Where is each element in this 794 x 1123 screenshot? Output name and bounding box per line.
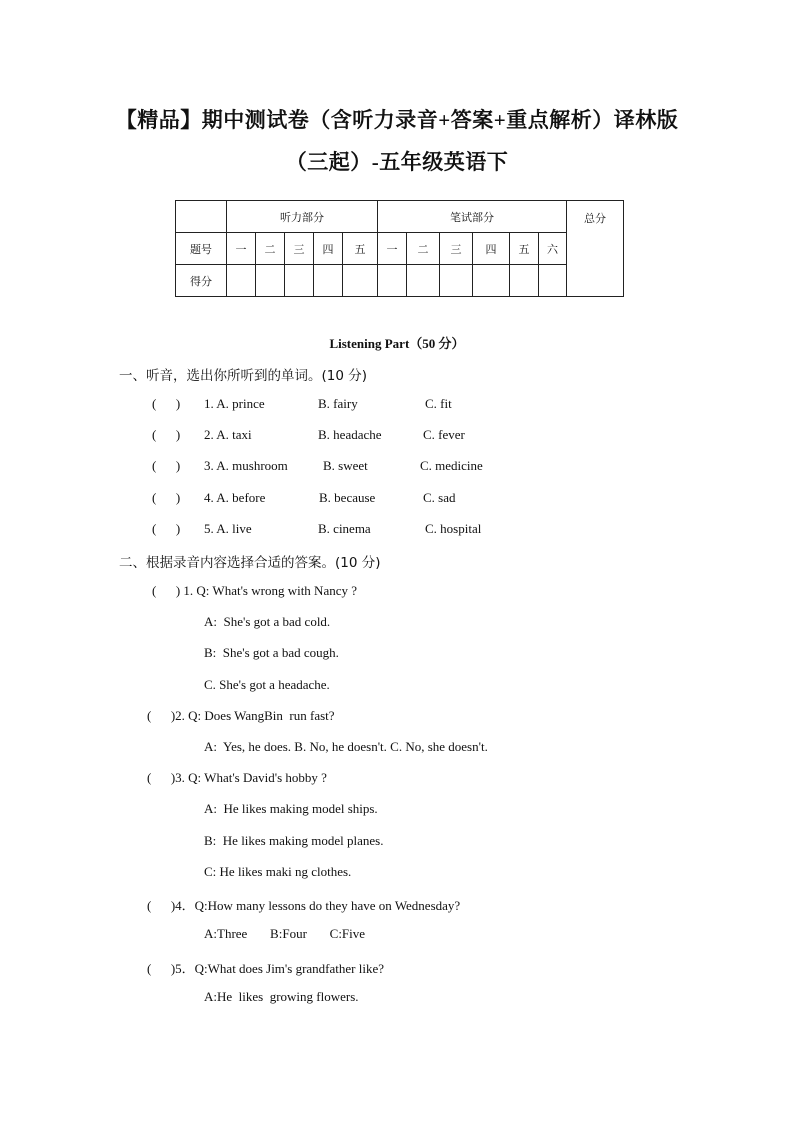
- option-c: C. fever: [423, 427, 465, 442]
- answer-paren: ( ): [152, 396, 181, 411]
- question-1-option-b: B: She's got a bad cough.: [204, 645, 339, 660]
- written-col: 六: [539, 233, 567, 265]
- question-1-option-c: C. She's got a headache.: [204, 677, 330, 692]
- answer-paren: ( ): [152, 427, 181, 442]
- score-cell[interactable]: [510, 265, 539, 297]
- question-4-options: A:Three B:Four C:Five: [204, 926, 366, 941]
- question-5: ( )5．Q:What does Jim's grandfather like?: [147, 961, 384, 976]
- score-cell[interactable]: [314, 265, 343, 297]
- question-1: ( ) 1. Q: What's wrong with Nancy ?: [152, 583, 358, 598]
- written-col: 三: [440, 233, 473, 265]
- option-c: C. hospital: [425, 521, 482, 536]
- score-table-corner: [176, 201, 227, 233]
- listening-col: 五: [343, 233, 378, 265]
- question-3-option-c: C: He likes maki ng clothes.: [204, 864, 352, 879]
- score-cell[interactable]: [407, 265, 440, 297]
- score-cell[interactable]: [256, 265, 285, 297]
- part1-heading: 一、听音，选出你所听到的单词。(10 分): [119, 368, 368, 384]
- option-b: B. sweet: [323, 458, 368, 473]
- question-1-option-a: A: She's got a bad cold.: [204, 614, 331, 629]
- option-a: 5. A. live: [204, 521, 252, 536]
- score-table: [175, 200, 624, 297]
- listening-col: 三: [285, 233, 314, 265]
- listening-col: 二: [256, 233, 285, 265]
- answer-paren: ( ): [152, 521, 181, 536]
- score-cell[interactable]: [227, 265, 256, 297]
- written-col: 五: [510, 233, 539, 265]
- question-5-option-a: A:He likes growing flowers.: [204, 989, 359, 1004]
- score-cell[interactable]: [473, 265, 510, 297]
- document-title-line1: 【精品】期中测试卷（含听力录音+答案+重点解析）译林版: [115, 108, 679, 132]
- question-3-option-a: A: He likes making model ships.: [204, 801, 378, 816]
- option-c: C. medicine: [420, 458, 483, 473]
- option-b: B. fairy: [318, 396, 358, 411]
- section-title: Listening Part（50 分）: [329, 336, 465, 351]
- option-a: 3. A. mushroom: [204, 458, 288, 473]
- listening-col: 四: [314, 233, 343, 265]
- option-a: 2. A. taxi: [204, 427, 252, 442]
- option-b: B. cinema: [318, 521, 371, 536]
- listening-header: 听力部分: [227, 201, 378, 233]
- option-c: C. fit: [425, 396, 452, 411]
- question-2: ( )2. Q: Does WangBin run fast?: [147, 708, 335, 723]
- total-header: 总分: [567, 201, 624, 297]
- option-a: 4. A. before: [204, 490, 266, 505]
- row-label-number: 题号: [176, 233, 227, 265]
- option-a: 1. A. prince: [204, 396, 265, 411]
- document-title-line2: （三起）-五年级英语下: [285, 150, 509, 174]
- answer-paren: ( ): [152, 458, 181, 473]
- question-3: ( )3. Q: What's David's hobby ?: [147, 770, 327, 785]
- written-col: 四: [473, 233, 510, 265]
- score-cell[interactable]: [343, 265, 378, 297]
- listening-col: 一: [227, 233, 256, 265]
- option-b: B. because: [319, 490, 376, 505]
- option-c: C. sad: [423, 490, 456, 505]
- question-2-options: A: Yes, he does. B. No, he doesn't. C. No, she doesn't.: [204, 739, 488, 754]
- score-cell[interactable]: [440, 265, 473, 297]
- written-col: 一: [378, 233, 407, 265]
- row-label-score: 得分: [176, 265, 227, 297]
- option-b: B. headache: [318, 427, 382, 442]
- question-4: ( )4．Q:How many lessons do they have on Wednesday?: [147, 898, 461, 913]
- score-cell[interactable]: [539, 265, 567, 297]
- score-cell[interactable]: [378, 265, 407, 297]
- part2-heading: 二、根据录音内容选择合适的答案。(10 分): [119, 555, 381, 571]
- written-col: 二: [407, 233, 440, 265]
- answer-paren: ( ): [152, 490, 181, 505]
- written-header: 笔试部分: [378, 201, 567, 233]
- question-3-option-b: B: He likes making model planes.: [204, 833, 384, 848]
- score-cell[interactable]: [285, 265, 314, 297]
